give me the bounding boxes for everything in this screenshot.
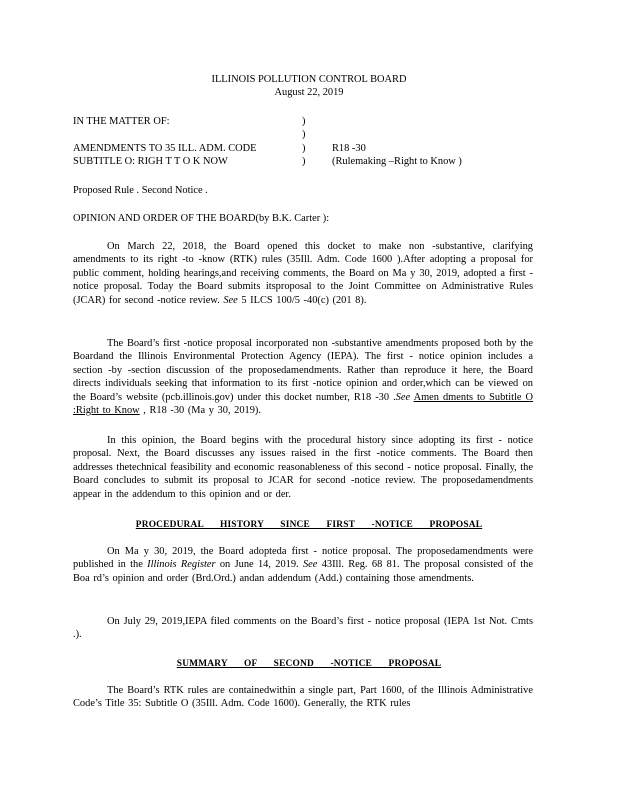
caption-subtitle: SUBTITLE O: RIGH T T O K NOW xyxy=(73,156,228,168)
caption-amendments: AMENDMENTS TO 35 ILL. ADM. CODE xyxy=(73,142,257,154)
caption-row xyxy=(73,115,543,128)
paragraph-first-notice xyxy=(73,337,533,417)
document-header xyxy=(0,73,618,100)
paragraph-text: On July 29, 2019,IEPA filed comments on the Board’s first - notice proposal (IEPA 1st Not. Cmts .). xyxy=(73,616,533,641)
caption-paren: ) xyxy=(302,156,306,168)
caption-paren: ) xyxy=(302,142,306,154)
heading-procedural-history: PROCEDURAL HISTORY SINCE FIRST -NOTICE PROPOSAL xyxy=(135,520,483,530)
caption-row xyxy=(73,128,543,141)
caption-row xyxy=(73,155,543,168)
paragraph-intro xyxy=(73,240,533,307)
citation-text: 5 ILCS 100/5 -40(c) (201 8). xyxy=(237,294,367,306)
register-name: Illinois Register xyxy=(147,559,216,571)
heading-summary: SUMMARY OF SECOND -NOTICE PROPOSAL xyxy=(176,659,442,669)
paragraph-rtk-rules xyxy=(73,684,533,711)
notice-line: Proposed Rule . Second Notice . xyxy=(73,185,208,196)
paragraph-text: on June 14, 2019. xyxy=(215,559,299,571)
docket-number: R18 -30 xyxy=(332,142,366,154)
case-caption xyxy=(73,115,543,169)
paragraph-text: The Board’s first -notice proposal incorporated non -substantive amendments proposed both by the Boardand the Illinois Environmental Protection Agency (IEPA). The first - notice opinion includes a section -by -section discussion of the proposedamendments. Rather than reproduce it here, the Board directs individuals seeking that information to its first -notice opinion and order,which can be viewed on the Board’s website (pcb.illinois.gov) under this docket number, R18 -30 . xyxy=(73,338,533,403)
paragraph-text: 43Ill. Reg. 68 81. The proposal consisted of the Boa rd’s opinion and order (Brd.Ord.) andan addendum (Add.) containing those amendments. xyxy=(73,559,533,584)
paragraph-text: On March 22, 2018, the Board opened this docket to make non -substantive, clarifying amendments to its right -to -know (RTK) rules (35Ill. Adm. Code 1600 ).After adopting a proposal for public comment, holding hearings,and receiving comments, the Board on Ma y 30, 2019, adopted a first -notice proposal. Today the Board submits itsproposal to the Joint Committee on Administrative Rules (JCAR) for second -notice review. xyxy=(73,241,533,306)
see-signal: See xyxy=(302,559,318,571)
caption-paren: ) xyxy=(302,116,306,127)
caption-row xyxy=(73,142,543,155)
rulemaking-label: (Rulemaking –Right to Know ) xyxy=(332,156,462,168)
see-signal: See xyxy=(395,391,411,403)
paragraph-publication xyxy=(73,545,533,585)
citation-text: , R18 -30 (Ma y 30, 2019). xyxy=(139,405,261,417)
case-link[interactable]: Amen dments to Subtitle O :Right to Know xyxy=(73,391,533,417)
opinion-line: OPINION AND ORDER OF THE BOARD(by B.K. Carter ): xyxy=(73,213,330,224)
paragraph-text: In this opinion, the Board begins with the procedural history since adopting its first - notice proposal. Next, the Board discusses any issues raised in the first -notice comments. The Board then addresses thetechnical feasibility and economic reasonableness of this second - notice proposal. Finally, the Board concludes to submit its proposal to JCAR for second -notice review. The proposedamendments appear in the addendum to this opinion and or der. xyxy=(73,435,533,500)
caption-matter: IN THE MATTER OF: xyxy=(73,116,170,127)
document-date: August 22, 2019 xyxy=(274,87,344,99)
paragraph-overview xyxy=(73,434,533,501)
paragraph-text: The Board’s RTK rules are containedwithin a single part, Part 1600, of the Illinois Administrative Code’s Title 35: Subtitle O (35Ill. Adm. Code 1600). Generally, the RTK rules xyxy=(73,685,533,710)
see-signal: See xyxy=(223,294,238,306)
agency-name: ILLINOIS POLLUTION CONTROL BOARD xyxy=(211,74,407,85)
paragraph-iepa-comments xyxy=(73,615,533,642)
caption-paren: ) xyxy=(302,129,306,141)
paragraph-text: On Ma y 30, 2019, the Board adopteda first - notice proposal. The proposedamendments were published in the xyxy=(73,546,533,571)
